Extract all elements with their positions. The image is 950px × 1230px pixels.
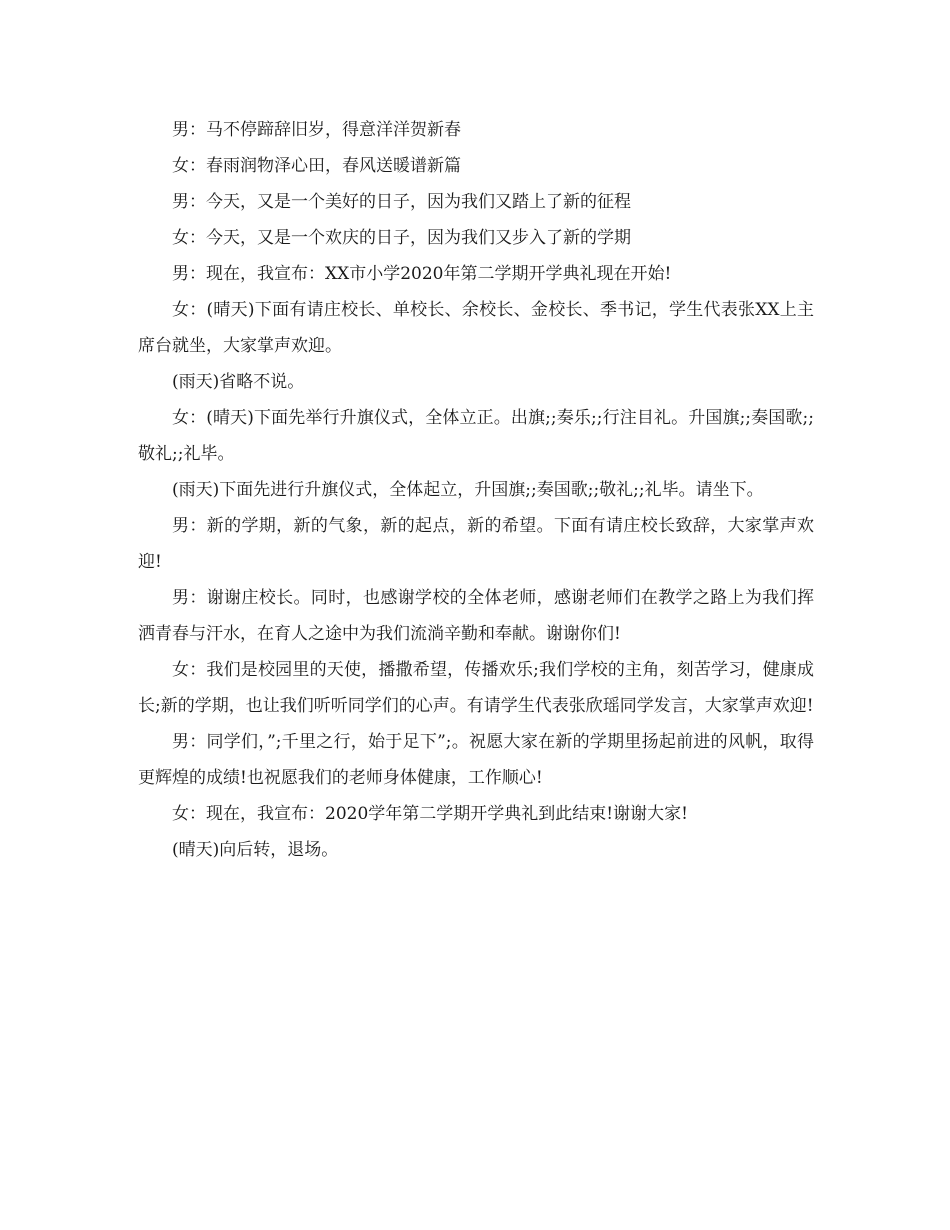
paragraph: 男：新的学期，新的气象，新的起点，新的希望。下面有请庄校长致辞，大家掌声欢迎! [138,516,814,572]
paragraph: 女：春雨润物泽心田，春风送暖谱新篇 [172,156,461,176]
paragraph: 男：谢谢庄校长。同时，也感谢学校的全体老师，感谢老师们在教学之路上为我们挥洒青春与汗水，在育人之途中为我们流淌辛勤和奉献。谢谢你们! [138,588,814,644]
paragraph: 女：(晴天)下面有请庄校长、单校长、余校长、金校长、季书记，学生代表张XX上主席台就坐，大家掌声欢迎。 [138,300,814,356]
paragraph: (雨天)下面先进行升旗仪式，全体起立，升国旗;;奏国歌;;敬礼;;礼毕。请坐下。 [172,480,764,500]
paragraph: 女：(晴天)下面先举行升旗仪式，全体立正。出旗;;奏乐;;行注目礼。升国旗;;奏国歌;;敬礼;;礼毕。 [138,408,814,464]
paragraph: 女：我们是校园里的天使，播撒希望，传播欢乐;我们学校的主角，刻苦学习，健康成长;新的学期，也让我们听听同学们的心声。有请学生代表张欣瑶同学发言，大家掌声欢迎! [138,660,814,716]
paragraph: (晴天)向后转，退场。 [172,840,339,860]
document-body [138,112,814,868]
paragraph: 男：马不停蹄辞旧岁，得意洋洋贺新春 [172,120,461,140]
paragraph: 女：现在，我宣布：2020学年第二学期开学典礼到此结束!谢谢大家! [172,804,688,824]
paragraph: (雨天)省略不说。 [172,372,305,392]
paragraph: 男：同学们，”;千里之行，始于足下”;。祝愿大家在新的学期里扬起前进的风帆，取得更辉煌的成绩!也祝愿我们的老师身体健康，工作顺心! [138,732,814,788]
paragraph: 女：今天，又是一个欢庆的日子，因为我们又步入了新的学期 [172,228,631,248]
paragraph: 男：今天，又是一个美好的日子，因为我们又踏上了新的征程 [172,192,631,212]
paragraph: 男：现在，我宣布：XX市小学2020年第二学期开学典礼现在开始! [172,264,672,284]
